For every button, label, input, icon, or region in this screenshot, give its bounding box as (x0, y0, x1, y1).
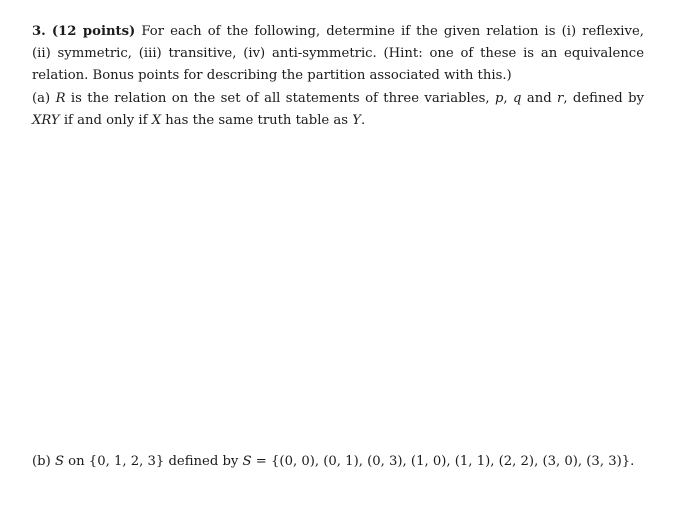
part-a-text-4: has the same truth table as (161, 112, 353, 128)
part-a-end: . (360, 112, 366, 128)
problem-intro-line-3: relation. Bonus points for describing the partition associated with this.) (32, 68, 512, 84)
part-a-text-2: , defined by (563, 90, 644, 106)
part-a-label: (a) (32, 90, 51, 106)
relation-S: S (54, 454, 64, 469)
part-b (32, 451, 644, 473)
problem-intro-line-2: (ii) symmetric, (iii) transitive, (iv) anti-symmetric. (Hint: one of these is an equivalence (32, 46, 644, 62)
intro-text-1: For each of the following, determine if the given relation is (i) reflexive, (141, 24, 644, 39)
part-b-set: on {0, 1, 2, 3} defined by (63, 454, 243, 469)
relation-S-2: S (242, 454, 252, 469)
part-b-line (32, 451, 644, 473)
var-Y: Y (50, 112, 60, 128)
part-a-line-1 (32, 88, 644, 110)
part-a-text-3: if and only if (59, 112, 152, 128)
var-p: p (494, 90, 504, 106)
var-q: q (512, 90, 522, 106)
part-b-label: (b) (32, 454, 51, 469)
part-a-line-2 (32, 110, 644, 132)
problem-intro-line-1 (32, 21, 644, 43)
relation-R-inline: R (41, 112, 51, 128)
var-X: X (32, 112, 42, 128)
part-a-text-1: is the relation on the set of all statements of three variables, (65, 90, 495, 106)
var-Y-2: Y (352, 112, 361, 128)
problem-number: 3. (32, 24, 46, 39)
part-a-and: and (521, 90, 558, 106)
part-a-sep: , (503, 90, 513, 106)
problem-3 (32, 21, 644, 132)
part-b-definition: = {(0, 0), (0, 1), (0, 3), (1, 0), (1, 1), (2, 2), (3, 0), (3, 3)}. (251, 454, 635, 469)
var-X-2: X (151, 112, 162, 128)
problem-points: (12 points) (51, 24, 136, 39)
relation-R: R (55, 90, 66, 106)
var-r: r (557, 90, 564, 106)
